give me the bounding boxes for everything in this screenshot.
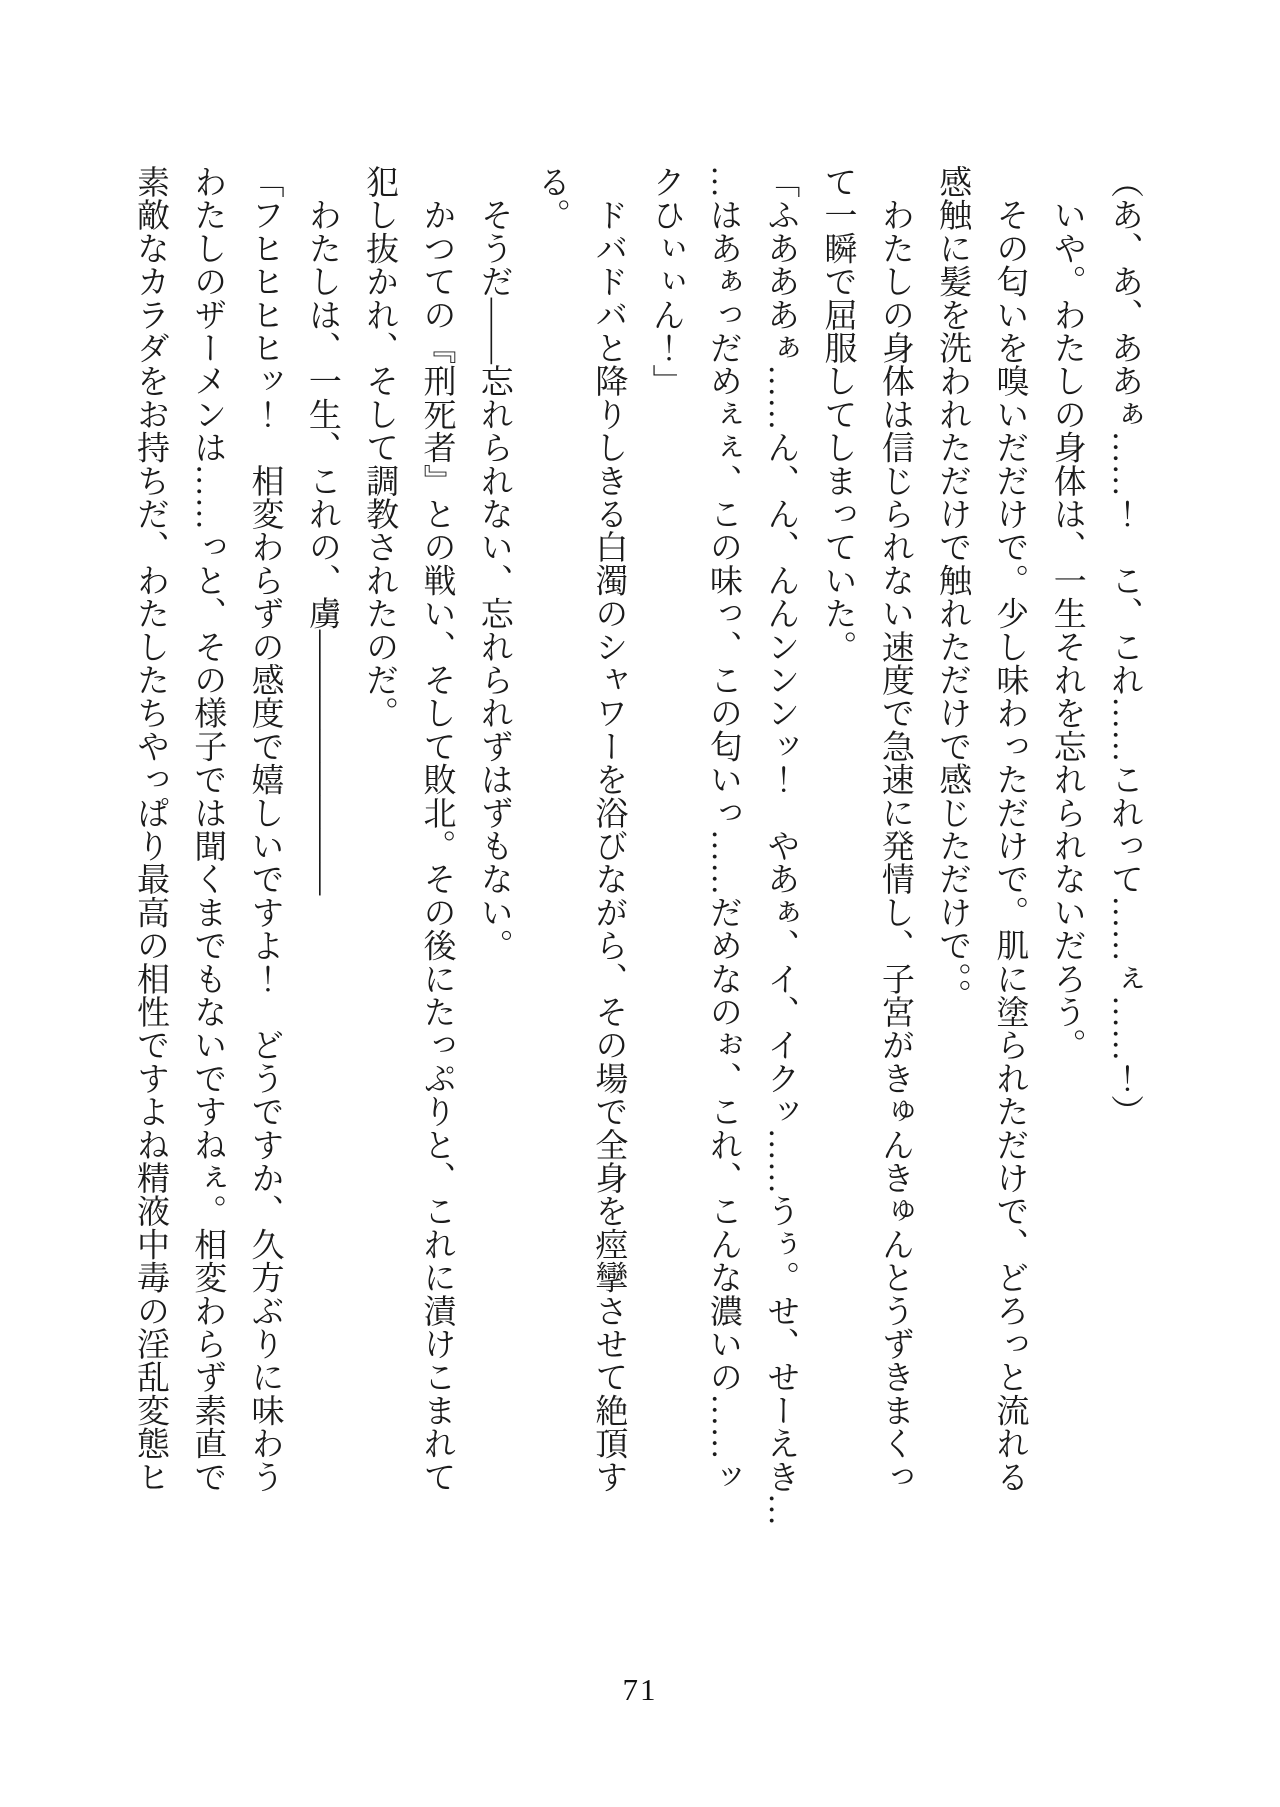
text-line: わたしのザーメンは……っと、その様子では聞くまでもないですねぇ。相変わらず素直で [189, 165, 226, 1493]
vertical-text-block [121, 165, 1152, 1527]
text-line: て一瞬で屈服してしまっていた。 [819, 165, 856, 663]
text-line: そうだ――忘れられない、忘れられずはずもない。 [475, 165, 512, 962]
text-line: いや。わたしの身体は、一生それを忘れられないだろう。 [1048, 165, 1085, 1062]
page-number: 71 [622, 1672, 658, 1707]
text-line: る。 [533, 165, 570, 232]
text-line: その匂いを嗅いだだけで。少し味わっただけで。肌に塗られただけで、どろっと流れる [991, 165, 1028, 1493]
text-line: 素敵なカラダをお持ちだ、わたしたちやっぱり最高の相性ですよね精液中毒の淫乱変態ヒ [131, 165, 168, 1493]
text-line: わたしの身体は信じられない速度で急速に発情し、子宮がきゅんきゅんとうずきまくっ [876, 165, 913, 1493]
text-line: 「フヒヒヒヒッ！ 相変わらずの感度で嬉しいですよ！ どうですか、久方ぶりに味わう [246, 165, 283, 1493]
text-line: 犯し抜かれ、そして調教されたのだ。 [361, 165, 398, 730]
text-line: クひぃぃん！」 [647, 165, 684, 398]
text-line: （あ、あ、ああぁ……！ こ、これ……これって……ぇ……！） [1106, 165, 1142, 1128]
text-line: かつての『刑死者』との戦い、そして敗北。その後にたっぷりと、これに漬けこまれて [418, 165, 455, 1493]
text-line: 「ふあああぁ……ん、ん、んんンンンッ！ やあぁ、イ、イクッ……うぅ。せ、せーえき… [762, 165, 799, 1527]
text-line: 感触に髪を洗われただけで触れただけで感じただけで。。 [934, 165, 971, 1012]
text-line: わたしは、一生、これの、虜―――――――― [303, 165, 340, 896]
text-line: ドバドバと降りしきる白濁のシャワーを浴びながら、その場で全身を痙攣させて絶頂す [590, 165, 627, 1493]
text-line: …はあぁっだめぇぇ、この味っ、この匂いっ……だめなのぉ、これ、こんな濃いの……ッ [704, 165, 741, 1493]
